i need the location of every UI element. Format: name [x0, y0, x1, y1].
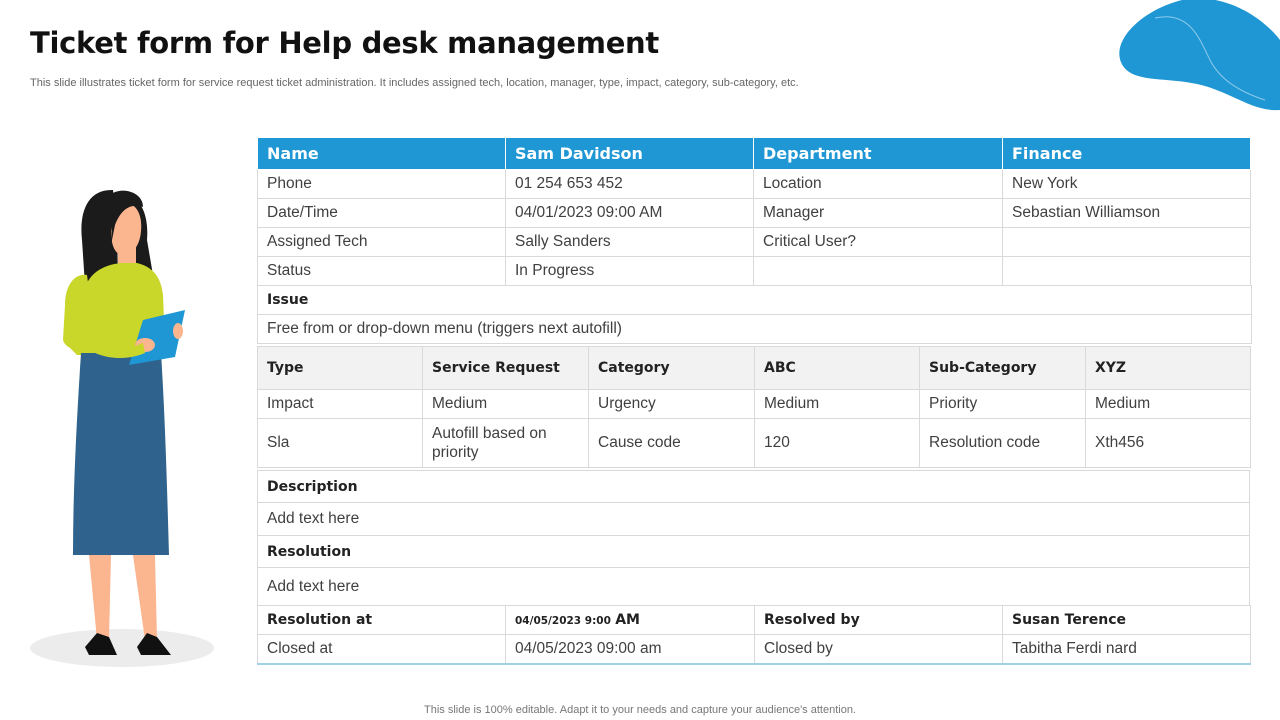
urgency-label: Urgency [589, 390, 755, 419]
resolution-code-label: Resolution code [920, 419, 1086, 468]
sub-category-label: Sub-Category [920, 347, 1086, 390]
location-value: New York [1003, 170, 1251, 199]
resolution-value: Add text here [258, 568, 1250, 606]
description-resolution-table [257, 470, 1250, 606]
cause-code-label: Cause code [589, 419, 755, 468]
cause-code-value: 120 [755, 419, 920, 468]
description-value: Add text here [258, 503, 1250, 536]
table-row [258, 257, 1251, 286]
type-header-row [258, 347, 1251, 390]
ticket-info-table [257, 137, 1251, 286]
priority-label: Priority [920, 390, 1086, 419]
resolution-label: Resolution [258, 536, 1250, 568]
department-value: Finance [1003, 138, 1251, 170]
category-label: Category [589, 347, 755, 390]
woman-illustration [25, 185, 220, 670]
ticket-header-row [258, 138, 1251, 170]
resolution-at-ampm: AM [615, 612, 640, 628]
location-label: Location [754, 170, 1003, 199]
assigned-tech-label: Assigned Tech [258, 228, 506, 257]
datetime-label: Date/Time [258, 199, 506, 228]
description-label: Description [258, 471, 1250, 503]
decorative-blob [1115, 0, 1280, 115]
manager-label: Manager [754, 199, 1003, 228]
empty-cell [754, 257, 1003, 286]
sla-label: Sla [258, 419, 423, 468]
type-label: Type [258, 347, 423, 390]
assigned-tech-value: Sally Sanders [506, 228, 754, 257]
sla-value: Autofill based on priority [423, 419, 589, 468]
resolved-by-value: Susan Terence [1003, 606, 1251, 635]
type-value: Service Request [423, 347, 589, 390]
resolution-at-date: 04/05/2023 9:00 [515, 615, 611, 627]
resolution-at-value [506, 606, 755, 635]
issue-value: Free from or drop-down menu (triggers next autofill) [258, 315, 1252, 344]
critical-user-value [1003, 228, 1251, 257]
table-row [258, 170, 1251, 199]
phone-label: Phone [258, 170, 506, 199]
datetime-value: 04/01/2023 09:00 AM [506, 199, 754, 228]
resolution-code-value: Xth456 [1086, 419, 1251, 468]
name-value: Sam Davidson [506, 138, 754, 170]
table-row [258, 471, 1250, 503]
empty-cell [1003, 257, 1251, 286]
resolved-by-label: Resolved by [755, 606, 1003, 635]
table-row [258, 568, 1250, 606]
manager-value: Sebastian Williamson [1003, 199, 1251, 228]
status-label: Status [258, 257, 506, 286]
closed-at-label: Closed at [258, 635, 506, 664]
table-row [258, 286, 1252, 315]
category-value: ABC [755, 347, 920, 390]
table-row [258, 536, 1250, 568]
page-title: Ticket form for Help desk management [30, 26, 659, 60]
table-row [258, 606, 1251, 635]
phone-value: 01 254 653 452 [506, 170, 754, 199]
type-category-table [257, 346, 1251, 468]
closed-at-value: 04/05/2023 09:00 am [506, 635, 755, 664]
table-row [258, 635, 1251, 664]
issue-table [257, 285, 1252, 344]
critical-user-label: Critical User? [754, 228, 1003, 257]
sub-category-value: XYZ [1086, 347, 1251, 390]
status-value: In Progress [506, 257, 754, 286]
page-subtitle: This slide illustrates ticket form for service request ticket administration. It includes assigned tech, location, manager, type, impact, category, sub-category, etc. [30, 77, 799, 89]
impact-value: Medium [423, 390, 589, 419]
closed-by-label: Closed by [755, 635, 1003, 664]
department-label: Department [754, 138, 1003, 170]
footer-note: This slide is 100% editable. Adapt it to your needs and capture your audience's attention. [424, 704, 856, 716]
table-row [258, 503, 1250, 536]
table-row [258, 390, 1251, 419]
closure-table [257, 605, 1251, 665]
table-row [258, 419, 1251, 468]
urgency-value: Medium [755, 390, 920, 419]
name-label: Name [258, 138, 506, 170]
table-row [258, 199, 1251, 228]
closed-by-value: Tabitha Ferdi nard [1003, 635, 1251, 664]
table-row [258, 228, 1251, 257]
impact-label: Impact [258, 390, 423, 419]
issue-label: Issue [258, 286, 1252, 315]
resolution-at-label: Resolution at [258, 606, 506, 635]
priority-value: Medium [1086, 390, 1251, 419]
table-row [258, 315, 1252, 344]
